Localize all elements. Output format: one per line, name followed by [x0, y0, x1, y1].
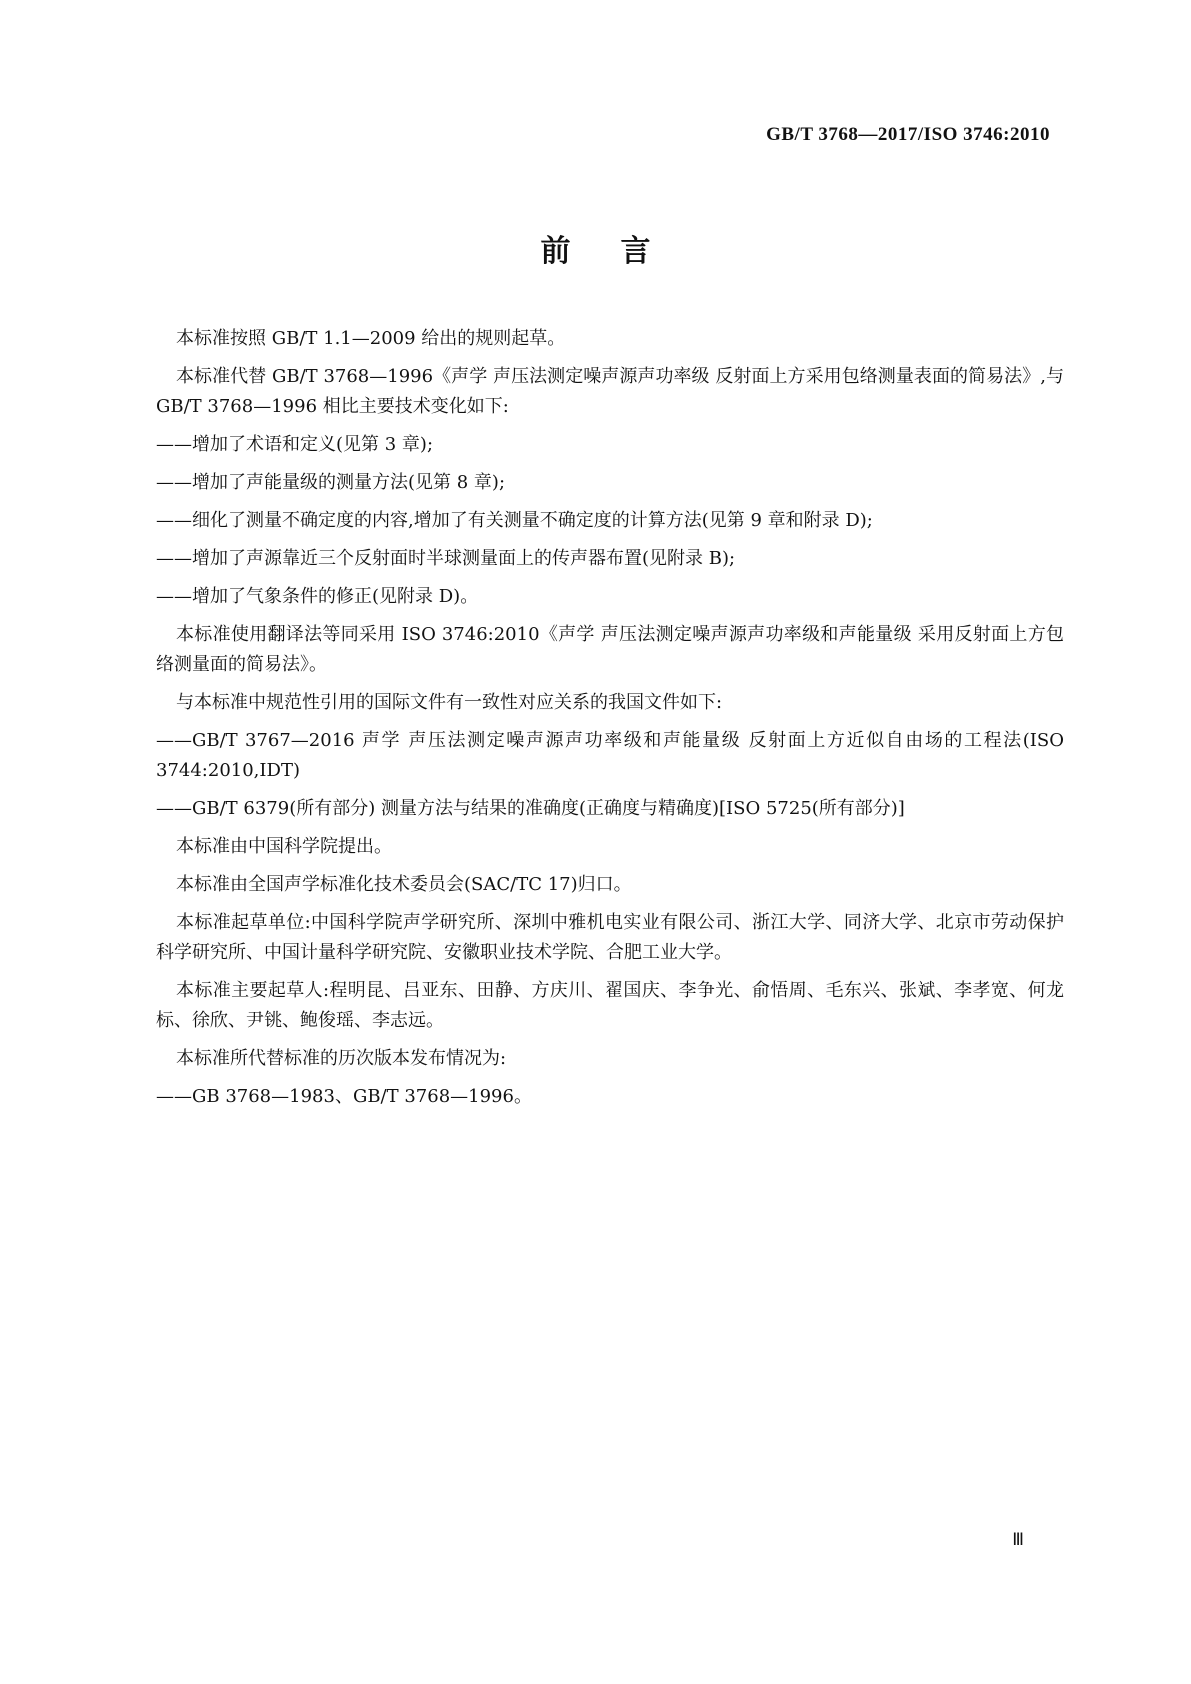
paragraph-correspondence: 与本标准中规范性引用的国际文件有一致性对应关系的我国文件如下:: [176, 692, 723, 713]
list-item: ——GB/T 6379(所有部分) 测量方法与结果的准确度(正确度与精确度)[ISO 5725(所有部分)]: [156, 798, 905, 819]
paragraph-drafters: 本标准主要起草人:程明昆、吕亚东、田静、方庆川、翟国庆、李争光、俞悟周、毛东兴、张斌、李孝宽、何龙标、徐欣、尹铫、鲍俊瑶、李志远。: [156, 980, 1064, 1031]
foreword-body: [156, 324, 1064, 1120]
list-item: ——GB/T 3767—2016 声学 声压法测定噪声源声功率级和声能量级 反射面上方近似自由场的工程法(ISO 3744:2010,IDT): [156, 730, 1064, 781]
page-number: Ⅲ: [1012, 1530, 1024, 1549]
paragraph-history-intro: 本标准所代替标准的历次版本发布情况为:: [176, 1048, 507, 1069]
paragraph-proposer: 本标准由中国科学院提出。: [176, 836, 392, 857]
references-list: [156, 726, 1064, 824]
paragraph-drafting-rules: 本标准按照 GB/T 1.1—2009 给出的规则起草。: [176, 328, 566, 349]
list-item: ——GB 3768—1983、GB/T 3768—1996。: [156, 1086, 532, 1107]
paragraph-committee: 本标准由全国声学标准化技术委员会(SAC/TC 17)归口。: [176, 874, 632, 895]
list-item: ——细化了测量不确定度的内容,增加了有关测量不确定度的计算方法(见第 9 章和附录 D);: [156, 510, 873, 531]
standard-number: GB/T 3768—2017/ISO 3746:2010: [766, 124, 1050, 145]
paragraph-adoption: 本标准使用翻译法等同采用 ISO 3746:2010《声学 声压法测定噪声源声功率级和声能量级 采用反射面上方包络测量面的简易法》。: [156, 624, 1064, 675]
paragraph-drafting-units: 本标准起草单位:中国科学院声学研究所、深圳中雅机电实业有限公司、浙江大学、同济大学、北京市劳动保护科学研究所、中国计量科学研究院、安徽职业技术学院、合肥工业大学。: [156, 912, 1064, 963]
list-item: ——增加了术语和定义(见第 3 章);: [156, 434, 434, 455]
list-item: ——增加了气象条件的修正(见附录 D)。: [156, 586, 479, 607]
list-item: ——增加了声源靠近三个反射面时半球测量面上的传声器布置(见附录 B);: [156, 548, 736, 569]
page-title: 前言: [540, 234, 701, 269]
paragraph-replacement: 本标准代替 GB/T 3768—1996《声学 声压法测定噪声源声功率级 反射面上方采用包络测量表面的简易法》,与 GB/T 3768—1996 相比主要技术变化如下:: [156, 366, 1064, 417]
list-item: ——增加了声能量级的测量方法(见第 8 章);: [156, 472, 506, 493]
changes-list: [156, 430, 1064, 612]
